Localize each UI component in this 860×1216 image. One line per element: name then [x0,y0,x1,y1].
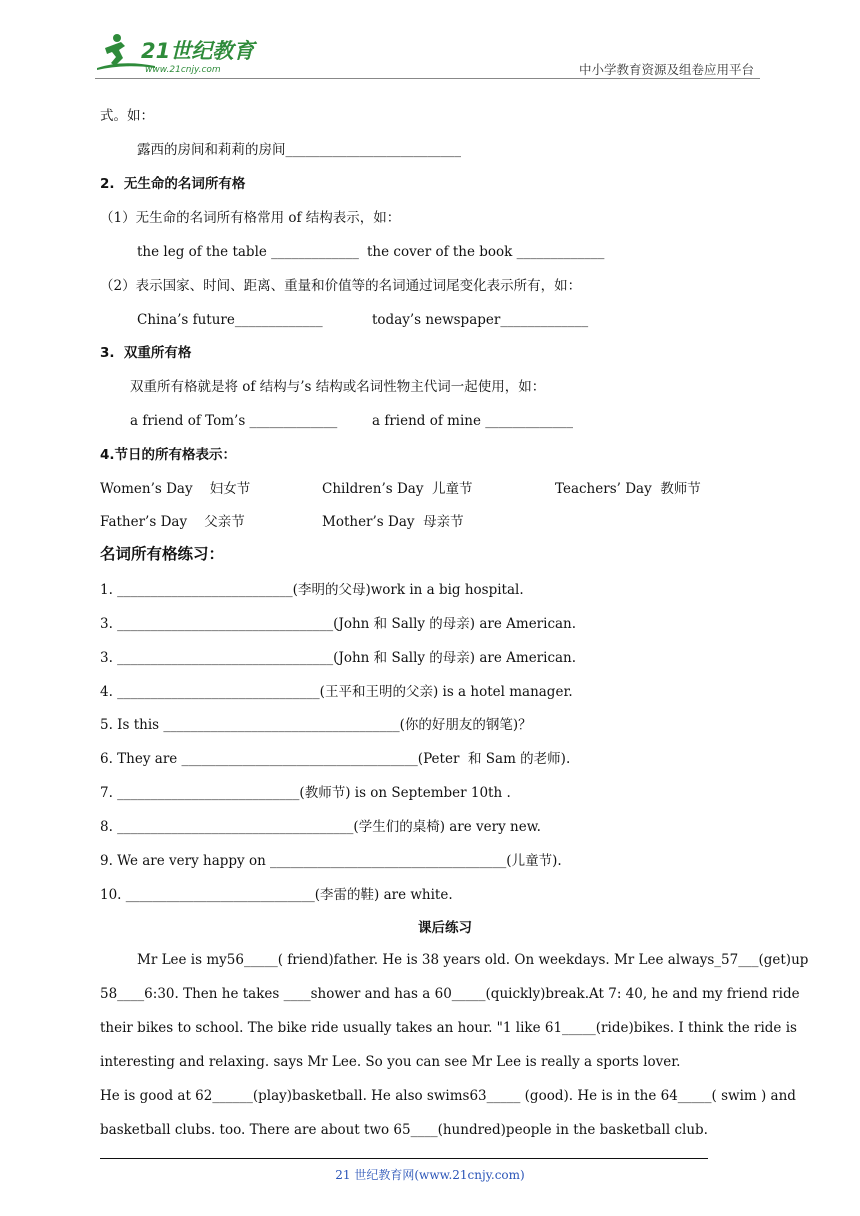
header-platform-name: 中小学教育资源及组卷应用平台 [578,62,754,77]
festival-item: Women’s Day 妇女节 [100,481,251,497]
text-line: 式。如： [100,108,154,124]
example-item: the leg of the table _____________ [137,244,359,260]
text-line: 露西的房间和莉莉的房间__________________________ [137,142,461,158]
page-header [95,32,760,80]
passage-line: interesting and relaxing. says Mr Lee. So you can see Mr Lee is really a sports lover. [100,1054,681,1070]
example-item: a friend of Tom’s _____________ [130,413,338,429]
example-item: a friend of mine _____________ [372,413,573,429]
text-line: （1）无生命的名词所有格常用 of 结构表示，如： [100,210,401,226]
header-divider [95,78,760,79]
passage-line: basketball clubs. too. There are about two 65____(hundred)people in the basketball club. [100,1122,708,1138]
site-logo [95,32,265,76]
exercise-item: 4. ______________________________(王平和王明的父亲) is a hotel manager. [100,684,573,700]
festival-item: Teachers’ Day 教师节 [555,481,701,497]
exercise-item: 1. __________________________(李明的父母)work in a big hospital. [100,582,524,598]
section-heading: 3. 双重所有格 [100,345,192,361]
exercise-item: 3. ________________________________(John 和 Sally 的母亲) are American. [100,616,577,632]
exercise-item: 10. ____________________________(李雷的鞋) are white. [100,887,453,903]
footer-text: 21 世纪教育网(www.21cnjy.com) [335,1168,525,1182]
section-heading: 4.节日的所有格表示： [100,447,237,463]
exercise-item: 5. Is this ___________________________________(你的好朋友的钢笔)？ [100,717,532,733]
passage-line: Mr Lee is my56_____( friend)father. He is 38 years old. On weekdays. Mr Lee always_57___(get)up [137,952,809,968]
exercise-item: 6. They are ___________________________________(Peter 和 Sam 的老师). [100,751,571,767]
footer-divider [100,1158,708,1159]
logo-text: 21世纪教育 [141,39,255,63]
passage-line: 58____6:30. Then he takes ____shower and has a 60_____(quickly)break.At 7: 40, he and my friend ride [100,986,800,1002]
example-item: the cover of the book _____________ [367,244,605,260]
example-item: today’s newspaper_____________ [372,312,589,328]
text-line: （2）表示国家、时间、距离、重量和价值等的名词通过词尾变化表示所有，如： [100,278,582,294]
logo-url: www.21cnjy.com [145,65,221,75]
exercise-item: 8. ___________________________________(学生们的桌椅) are very new. [100,819,541,835]
passage-line: their bikes to school. The bike ride usually takes an hour. "1 like 61_____(ride)bikes. I think the ride is [100,1020,797,1036]
homework-heading: 课后练习 [418,920,472,936]
passage-line: He is good at 62______(play)basketball. He also swims63_____ (good). He is in the 64_____( swim ) and [100,1088,796,1104]
example-item: China’s future_____________ [137,312,323,328]
exercise-heading: 名词所有格练习： [100,545,225,563]
passage [100,943,809,1147]
exercise-item: 7. ___________________________(教师节) is on September 10th . [100,785,511,801]
festival-item: Father’s Day 父亲节 [100,514,245,530]
festival-item: Children’s Day 儿童节 [322,481,473,497]
exercise-item: 3. ________________________________(John 和 Sally 的母亲) are American. [100,650,577,666]
festival-item: Mother’s Day 母亲节 [322,514,464,530]
section-heading: 2. 无生命的名词所有格 [100,176,246,192]
text-line: 双重所有格就是将 of 结构与’s 结构或名词性物主代词一起使用，如： [130,379,546,395]
exercise-item: 9. We are very happy on ___________________________________(儿童节). [100,853,562,869]
